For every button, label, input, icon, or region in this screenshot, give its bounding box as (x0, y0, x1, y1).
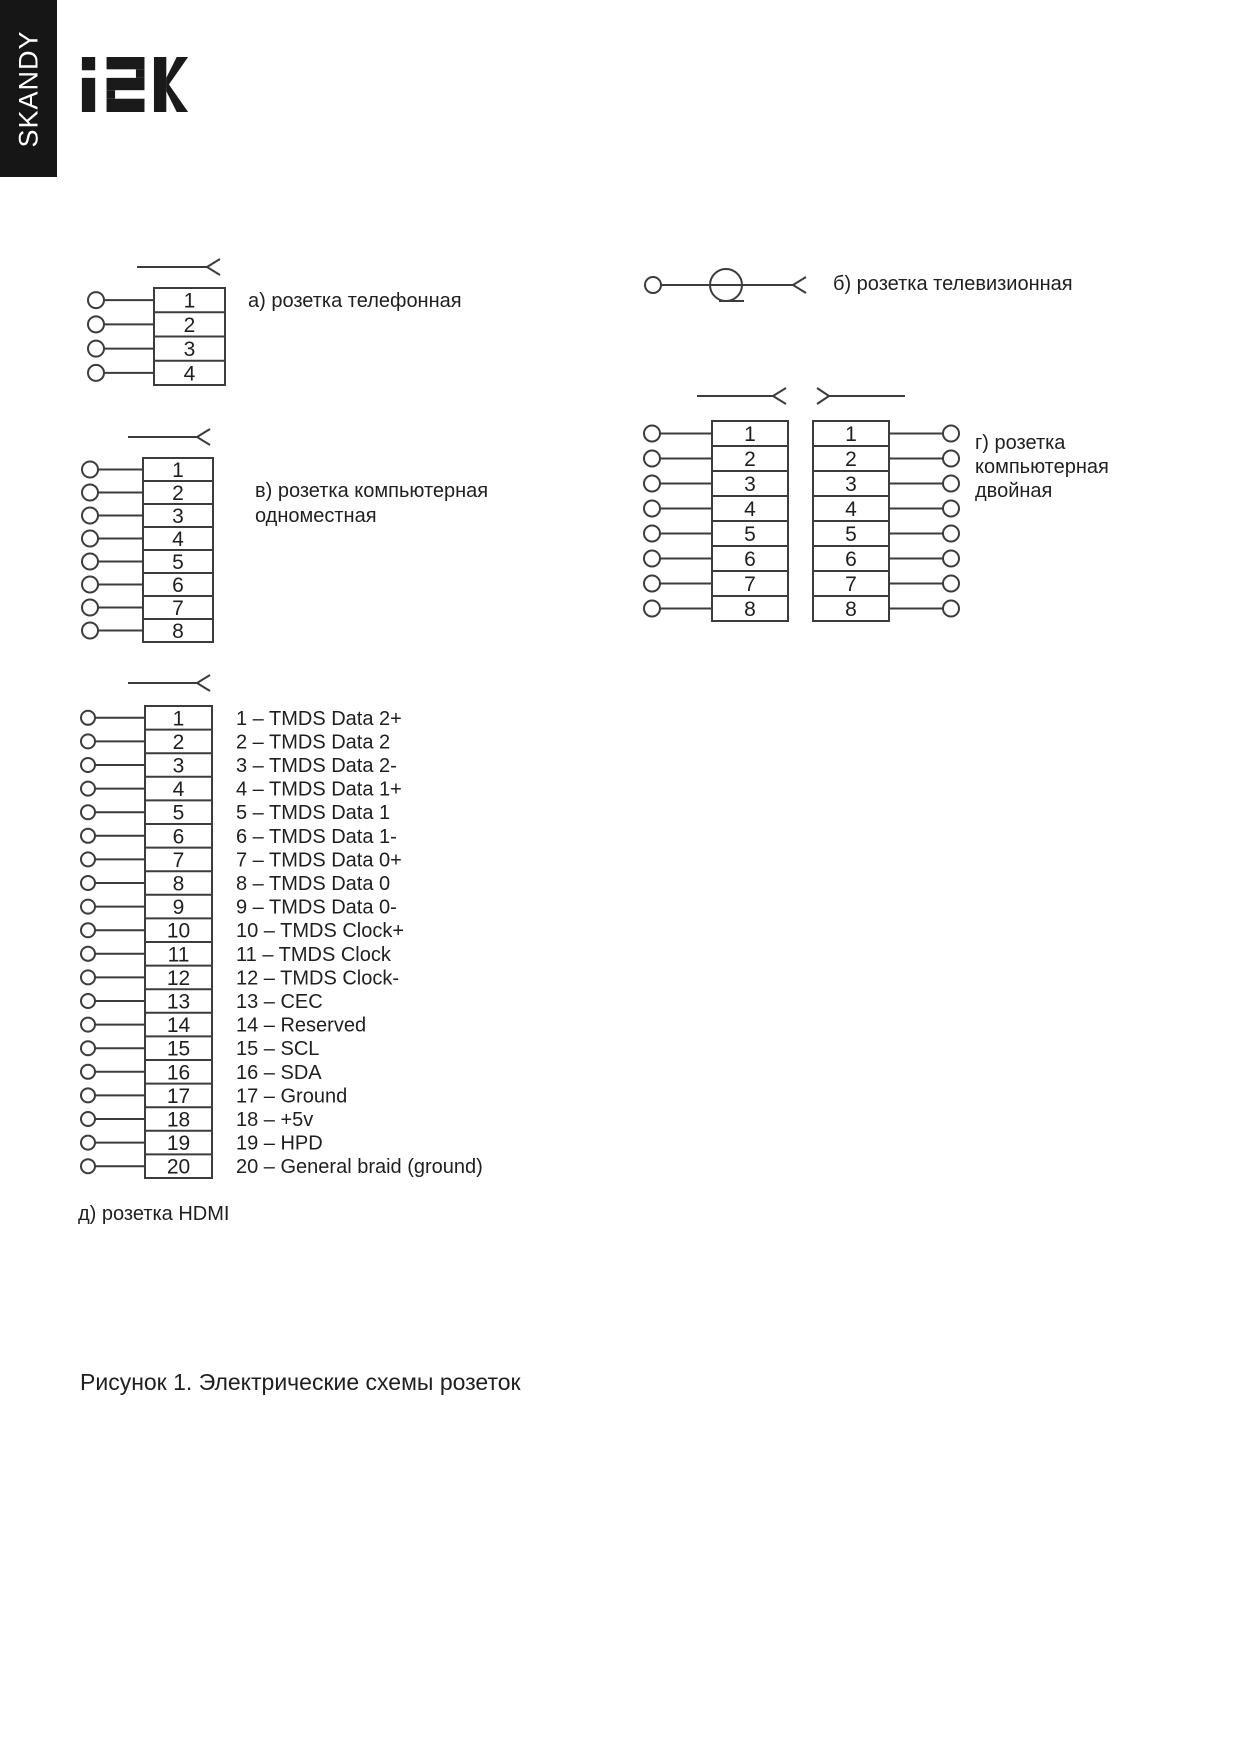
pin-terminal (81, 711, 95, 725)
pin-number: 3 (845, 473, 857, 496)
pin-number: 7 (744, 573, 756, 596)
hdmi-pin-description: 15 – SCL (236, 1038, 320, 1061)
pin-terminal (82, 577, 98, 593)
pin-row (644, 548, 756, 571)
pin-terminal (81, 900, 95, 914)
pin-row (81, 1085, 190, 1108)
pin-number: 8 (845, 598, 857, 621)
hdmi-pin-description: 1 – TMDS Data 2+ (236, 707, 402, 730)
pin-number: 8 (172, 872, 185, 896)
pin-number: 17 (166, 1084, 191, 1108)
pin-row (644, 523, 756, 546)
pin-terminal (645, 277, 661, 293)
pin-terminal (88, 341, 104, 357)
pin-terminal (943, 526, 959, 542)
hdmi-pin-description: 19 – HPD (236, 1132, 323, 1155)
pin-terminal (644, 551, 660, 567)
pin-number: 5 (172, 551, 184, 574)
pin-row (88, 290, 195, 313)
pin-number: 3 (744, 473, 756, 496)
pin-row (88, 338, 195, 361)
pin-row (845, 498, 959, 521)
pin-terminal (82, 485, 98, 501)
pin-row (82, 574, 184, 597)
pin-row (845, 448, 959, 471)
pin-row (81, 943, 189, 966)
pin-row (82, 505, 184, 528)
pin-number: 11 (167, 943, 190, 967)
pin-terminal (81, 1041, 95, 1055)
pin-terminal (81, 1018, 95, 1032)
hdmi-pin-description: 4 – TMDS Data 1+ (236, 778, 402, 801)
pin-row (845, 523, 959, 546)
pin-terminal (943, 451, 959, 467)
pin-terminal (943, 501, 959, 517)
pin-terminal (88, 365, 104, 381)
pin-number: 4 (744, 498, 756, 521)
pin-terminal (943, 551, 959, 567)
hdmi-pin-description: 9 – TMDS Data 0- (236, 896, 397, 919)
pin-number: 3 (183, 338, 196, 362)
pin-number: 1 (172, 459, 184, 482)
pin-number: 1 (183, 289, 196, 313)
pin-row (845, 573, 959, 596)
pin-row (81, 873, 184, 896)
pin-terminal (943, 426, 959, 442)
skandy-label: SKANDY (13, 29, 43, 148)
diagram-label-tv: б) розетка телевизионная (833, 273, 1073, 295)
pin-terminal (88, 316, 104, 332)
hdmi-pin-description: 20 – General braid (ground) (236, 1156, 483, 1179)
pin-row (81, 1132, 190, 1155)
hdmi-pin-description: 16 – SDA (236, 1061, 322, 1084)
pin-row (644, 598, 756, 621)
hdmi-pin-description: 14 – Reserved (236, 1014, 367, 1037)
diagram-label-hdmi: д) розетка HDMI (78, 1203, 230, 1225)
pin-terminal (81, 1065, 95, 1079)
pin-terminal (644, 601, 660, 617)
computer-double-right-diagram (813, 388, 959, 621)
pin-row (81, 1061, 190, 1084)
pin-row (81, 802, 184, 825)
telephone-socket-diagram (88, 259, 225, 385)
pin-terminal (82, 508, 98, 524)
pin-number: 7 (172, 597, 184, 620)
pin-row (81, 778, 185, 801)
pin-row (88, 362, 196, 385)
pin-row (81, 825, 184, 848)
hdmi-pin-description: 18 – +5v (236, 1109, 314, 1131)
pin-row (81, 896, 184, 919)
pin-terminal (81, 805, 95, 819)
pin-row (644, 473, 756, 496)
pin-row (82, 551, 184, 574)
pin-terminal (943, 576, 959, 592)
pin-terminal (81, 947, 95, 961)
pin-row (845, 473, 959, 496)
hdmi-pin-description: 3 – TMDS Data 2- (236, 755, 397, 777)
pin-number: 12 (166, 966, 191, 990)
diagram-label-telephone: а) розетка телефонная (248, 290, 462, 312)
tv-socket-diagram (645, 269, 806, 301)
pin-row (82, 597, 184, 620)
figure-caption: Рисунок 1. Электрические схемы розеток (80, 1369, 521, 1395)
pin-terminal (644, 476, 660, 492)
pin-terminal (82, 600, 98, 616)
pin-terminal (82, 623, 98, 639)
pin-terminal (644, 451, 660, 467)
pin-number: 9 (172, 896, 185, 920)
pin-number: 5 (744, 523, 756, 546)
pin-row (88, 314, 195, 337)
pin-row (845, 423, 959, 446)
pin-terminal (81, 923, 95, 937)
pin-row (845, 598, 959, 621)
pin-terminal (81, 1136, 95, 1150)
pin-terminal (81, 1112, 95, 1126)
pin-row (81, 707, 184, 730)
hdmi-pin-description: 11 – TMDS Clock (236, 943, 391, 966)
pin-number: 8 (744, 598, 756, 621)
pin-number: 7 (845, 573, 857, 596)
pin-terminal (81, 876, 95, 890)
pin-row (81, 920, 190, 943)
hdmi-pin-description: 12 – TMDS Clock- (236, 967, 400, 990)
pin-terminal (644, 526, 660, 542)
pin-row (81, 849, 184, 872)
pin-terminal (88, 292, 104, 308)
diagram-label-computer-single: в) розетка компьютерная одноместная (255, 480, 489, 527)
pin-number: 7 (172, 848, 185, 872)
hdmi-pin-description: 8 – TMDS Data 0 (236, 873, 391, 895)
pin-terminal (81, 782, 95, 796)
pin-row (81, 1109, 190, 1132)
pin-terminal (81, 970, 95, 984)
pin-row (644, 498, 756, 521)
hdmi-pin-description: 5 – TMDS Data 1 (236, 802, 391, 825)
pin-number: 4 (172, 778, 185, 802)
pin-terminal (644, 576, 660, 592)
pin-row (644, 448, 756, 471)
pin-number: 8 (172, 620, 184, 643)
pin-terminal (81, 734, 95, 748)
pin-number: 20 (166, 1155, 191, 1179)
pin-number: 6 (744, 548, 756, 571)
pin-number: 10 (166, 919, 191, 943)
pin-number: 2 (172, 482, 184, 505)
pin-row (82, 620, 184, 643)
pin-number: 6 (845, 548, 857, 571)
pin-number: 5 (845, 523, 857, 546)
pin-terminal (644, 501, 660, 517)
hdmi-pin-description: 13 – CEC (236, 991, 323, 1013)
hdmi-socket-diagram (81, 675, 483, 1179)
pin-number: 2 (744, 448, 756, 471)
pin-number: 1 (845, 423, 857, 446)
pin-terminal (81, 1159, 95, 1173)
pin-number: 6 (172, 574, 184, 597)
computer-single-socket-diagram (82, 429, 213, 643)
pin-number: 2 (172, 730, 185, 754)
pin-number: 18 (166, 1108, 191, 1132)
hdmi-pin-description: 2 – TMDS Data 2 (236, 731, 391, 754)
pin-number: 14 (166, 1014, 191, 1038)
pin-number: 1 (744, 423, 756, 446)
hdmi-pin-description: 7 – TMDS Data 0+ (236, 849, 402, 872)
pin-number: 13 (166, 990, 191, 1014)
pin-row (82, 459, 184, 482)
pin-number: 4 (172, 528, 184, 551)
pin-terminal (81, 1088, 95, 1102)
pin-terminal (644, 426, 660, 442)
pin-terminal (943, 476, 959, 492)
pin-number: 1 (172, 707, 185, 731)
pin-terminal (943, 601, 959, 617)
hdmi-pin-description: 6 – TMDS Data 1- (236, 825, 397, 848)
pin-number: 3 (172, 754, 185, 778)
computer-double-left-diagram (644, 388, 788, 621)
pin-terminal (82, 462, 98, 478)
pin-terminal (82, 554, 98, 570)
pin-number: 19 (166, 1132, 191, 1156)
pin-number: 6 (172, 825, 185, 849)
pin-row (644, 573, 756, 596)
hdmi-pin-description: 17 – Ground (236, 1085, 348, 1108)
pin-terminal (81, 758, 95, 772)
pin-row (81, 1038, 190, 1061)
pin-row (845, 548, 959, 571)
pin-number: 5 (172, 801, 185, 825)
pin-row (82, 482, 184, 505)
pin-row (81, 1014, 190, 1037)
pin-number: 16 (166, 1061, 191, 1085)
pin-terminal (81, 852, 95, 866)
pin-row (81, 755, 184, 778)
pin-number: 4 (183, 362, 196, 386)
pin-row (81, 991, 190, 1014)
pin-number: 2 (183, 313, 196, 337)
pin-number: 3 (172, 505, 184, 528)
pin-number: 2 (845, 448, 857, 471)
pin-terminal (81, 994, 95, 1008)
pin-row (82, 528, 184, 551)
pin-row (81, 967, 190, 990)
pin-row (644, 423, 756, 446)
pin-row (81, 731, 184, 754)
pin-row (81, 1156, 190, 1179)
pin-number: 15 (166, 1037, 191, 1061)
pin-terminal (82, 531, 98, 547)
diagram-label-computer-double: г) розетка компьютерная двойная (975, 432, 1109, 502)
pin-number: 4 (845, 498, 857, 521)
hdmi-pin-description: 10 – TMDS Clock+ (236, 920, 405, 943)
pin-terminal (81, 829, 95, 843)
